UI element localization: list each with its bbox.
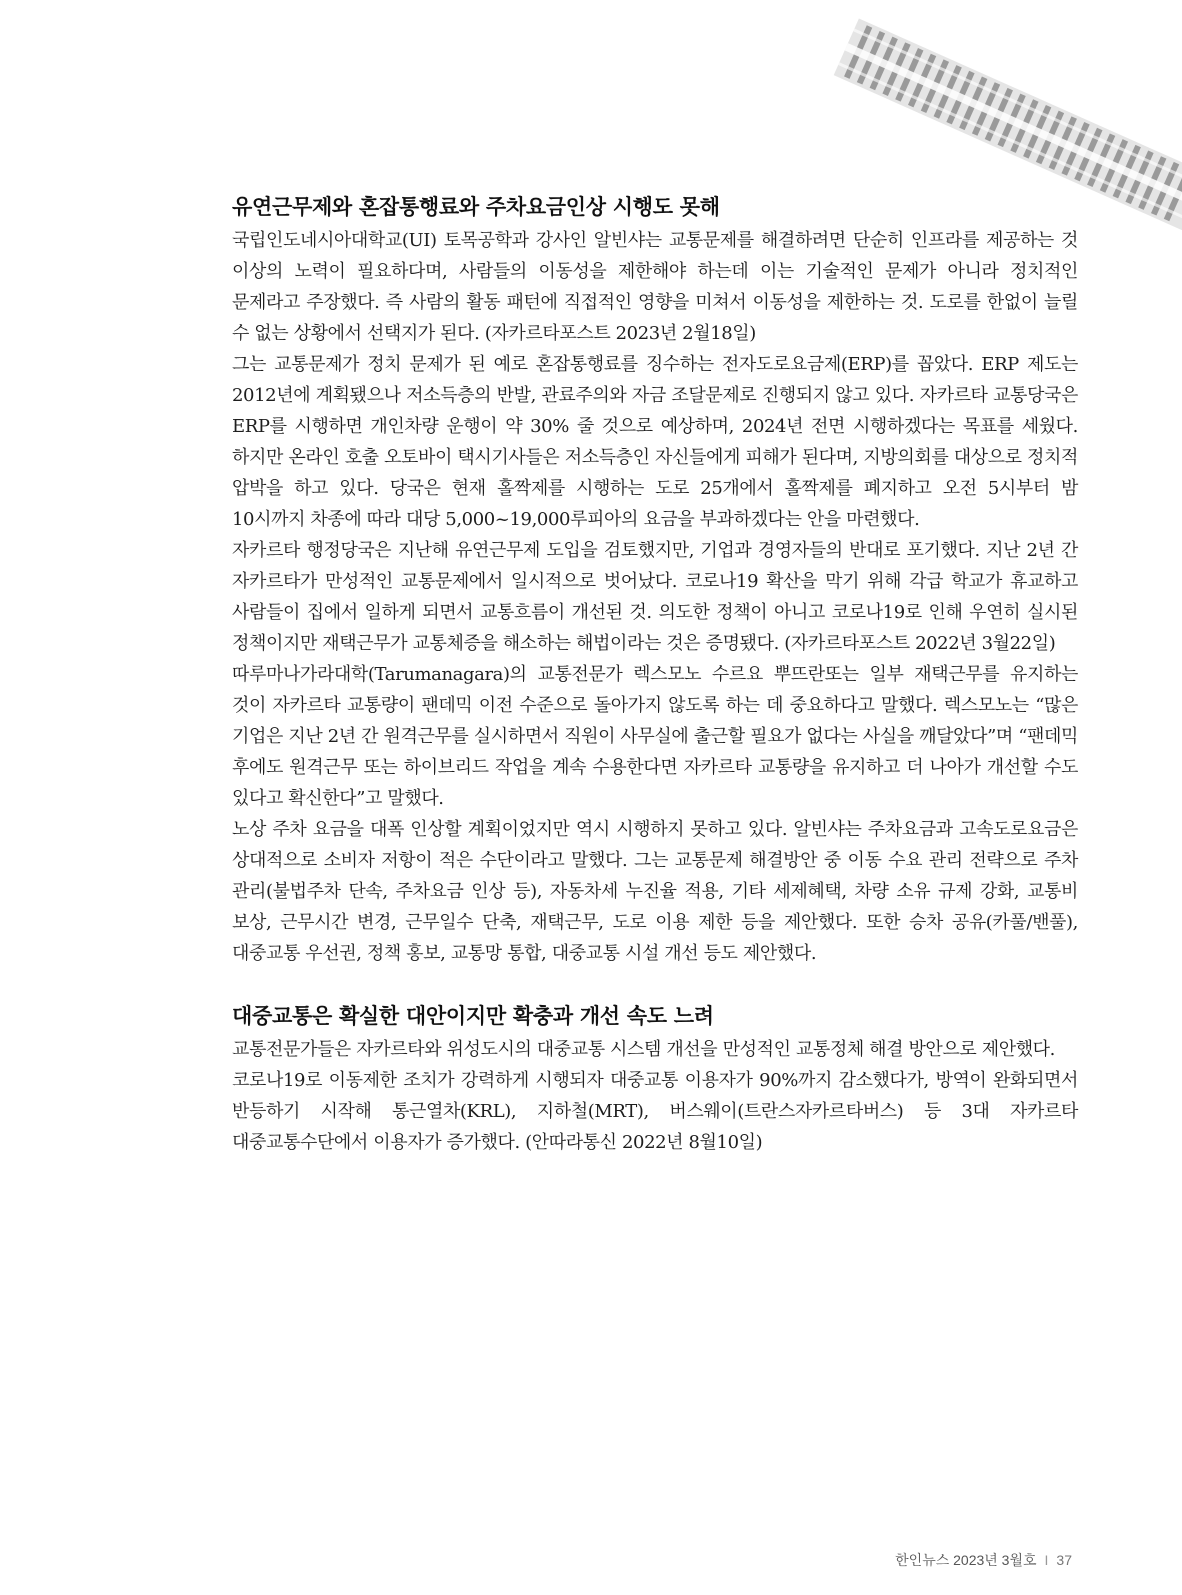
footer-separator: I	[1044, 1552, 1049, 1568]
section-gap	[232, 969, 1078, 999]
paragraph: 노상 주차 요금을 대폭 인상할 계획이었지만 역시 시행하지 못하고 있다. 알빈샤는 주차요금과 고속도로요금은 상대적으로 소비자 저항이 적은 수단이라고 말했다. 그는 교통문제 해결방안 중 이동 수요 관리 전략으로 주차 관리(불법주차 단속, 주차요금 인상 등), 자동차세 누진율 적용, 기타 세제혜택, 차량 소유 규제 강화, 교통비 보상, 근무시간 변경, 근무일수 단축, 재택근무, 도로 이용 제한 등을 제안했다. 또한 승차 공유(카풀/밴풀), 대중교통 우선권, 정책 홍보, 교통망 통합, 대중교통 시설 개선 등도 제안했다.	[232, 819, 1078, 964]
section-heading: 유연근무제와 혼잡통행료와 주차요금인상 시행도 못해	[232, 195, 720, 219]
article-body	[232, 190, 1078, 1158]
paragraph: 자카르타 행정당국은 지난해 유연근무제 도입을 검토했지만, 기업과 경영자들의 반대로 포기했다. 지난 2년 간 자카르타가 만성적인 교통문제에서 일시적으로 벗어났다. 코로나19 확산을 막기 위해 각급 학교가 휴교하고 사람들이 집에서 일하게 되면서 교통흐름이 개선된 것. 의도한 정책이 아니고 코로나19로 인해 우연히 실시된 정책이지만 재택근무가 교통체증을 해소하는 해법이라는 것은 증명됐다. (자카르타포스트 2022년 3월22일)	[232, 540, 1078, 654]
section-heading: 대중교통은 확실한 대안이지만 확충과 개선 속도 느려	[232, 1004, 714, 1028]
paragraph: 그는 교통문제가 정치 문제가 된 예로 혼잡통행료를 징수하는 전자도로요금제(ERP)를 꼽았다. ERP 제도는 2012년에 계획됐으나 저소득층의 반발, 관료주의와 자금 조달문제로 진행되지 않고 있다. 자카르타 교통당국은 ERP를 시행하면 개인차량 운행이 약 30% 줄 것으로 예상하며, 2024년 전면 시행하겠다는 목표를 세웠다. 하지만 온라인 호출 오토바이 택시기사들은 저소득층인 자신들에게 피해가 된다며, 지방의회를 대상으로 정치적 압박을 하고 있다. 당국은 현재 홀짝제를 시행하는 도로 25개에서 홀짝제를 폐지하고 오전 5시부터 밤 10시까지 차종에 따라 대당 5,000~19,000루피아의 요금을 부과하겠다는 안을 마련했다.	[232, 354, 1078, 530]
paragraph: 교통전문가들은 자카르타와 위성도시의 대중교통 시스템 개선을 만성적인 교통정체 해결 방안으로 제안했다.	[232, 1039, 1055, 1060]
page-footer	[895, 1550, 1072, 1570]
paragraph: 코로나19로 이동제한 조치가 강력하게 시행되자 대중교통 이용자가 90%까지 감소했다가, 방역이 완화되면서 반등하기 시작해 통근열차(KRL), 지하철(MRT), 버스웨이(트란스자카르타버스) 등 3대 자카르타 대중교통수단에서 이용자가 증가했다. (안따라통신 2022년 8월10일)	[232, 1070, 1078, 1153]
paragraph: 따루마나가라대학(Tarumanagara)의 교통전문가 렉스모노 수르요 뿌뜨란또는 일부 재택근무를 유지하는 것이 자카르타 교통량이 팬데믹 이전 수준으로 돌아가지 않도록 하는 데 중요하다고 말했다. 렉스모노는 “많은 기업은 지난 2년 간 원격근무를 실시하면서 직원이 사무실에 출근할 필요가 없다는 사실을 깨달았다”며 “팬데믹 후에도 원격근무 또는 하이브리드 작업을 계속 수용한다면 자카르타 교통량을 유지하고 더 나아가 개선할 수도 있다고 확신한다”고 말했다.	[232, 664, 1078, 809]
page-number: 37	[1056, 1552, 1072, 1568]
publication-name: 한인뉴스 2023년 3월호	[895, 1552, 1037, 1568]
paragraph: 국립인도네시아대학교(UI) 토목공학과 강사인 알빈샤는 교통문제를 해결하려면 단순히 인프라를 제공하는 것 이상의 노력이 필요하다며, 사람들의 이동성을 제한해야 하는데 이는 기술적인 문제가 아니라 정치적인 문제라고 주장했다. 즉 사람의 활동 패턴에 직접적인 영향을 미쳐서 이동성을 제한하는 것. 도로를 한없이 늘릴 수 없는 상황에서 선택지가 된다. (자카르타포스트 2023년 2월18일)	[232, 230, 1078, 344]
